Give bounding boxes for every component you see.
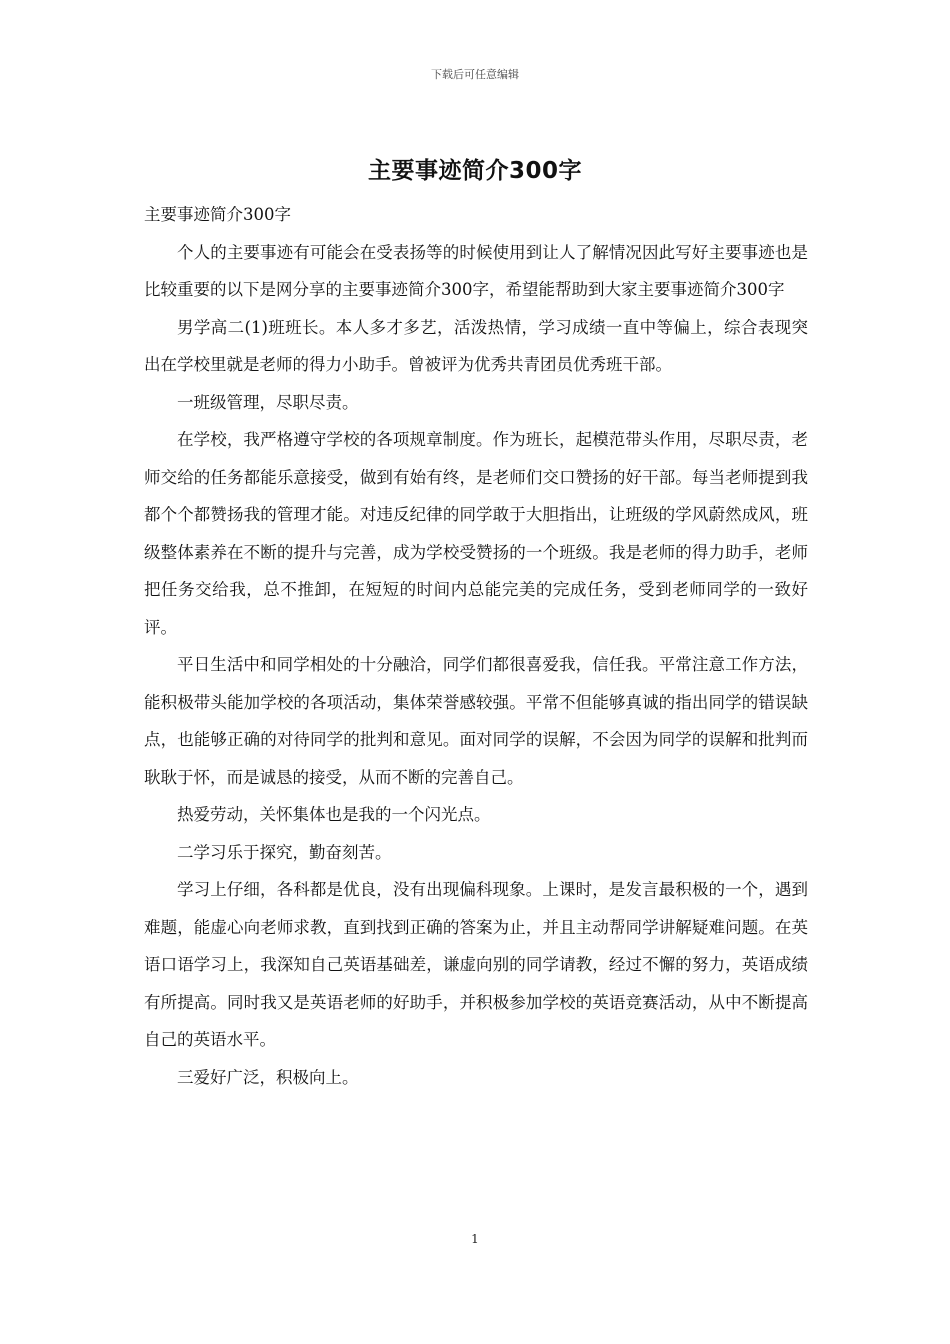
body-paragraph: 学习上仔细，各科都是优良，没有出现偏科现象。上课时，是发言最积极的一个，遇到难题，能虚心向老师求教，直到找到正确的答案为止，并且主动帮同学讲解疑难问题。在英语口语学习上，我深知自己英语基础差，谦虚向别的同学请教，经过不懈的努力，英语成绩有所提高。同时我又是英语老师的好助手，并积极参加学校的英语竞赛活动，从中不断提高自己的英语水平。 bbox=[144, 880, 808, 1049]
section-heading: 三爱好广泛，积极向上。 bbox=[177, 1067, 359, 1087]
document-title: 主要事迹简介300字 bbox=[367, 158, 582, 184]
body-paragraph: 平日生活中和同学相处的十分融洽，同学们都很喜爱我，信任我。平常注意工作方法，能积极带头能加学校的各项活动，集体荣誉感较强。平常不但能够真诚的指出同学的错误缺点，也能够正确的对待同学的批判和意见。面对同学的误解，不会因为同学的误解和批判而耿耿于怀，而是诚恳的接受，从而不断的完善自己。 bbox=[144, 655, 808, 787]
page-header-note: 下载后可任意编辑 bbox=[431, 68, 519, 81]
page-number: 1 bbox=[471, 1232, 479, 1246]
body-paragraph: 热爱劳动，关怀集体也是我的一个闪光点。 bbox=[177, 805, 491, 824]
body-paragraph: 男学高二(1)班班长。本人多才多艺，活泼热情，学习成绩一直中等偏上，综合表现突出在学校里就是老师的得力小助手。曾被评为优秀共青团员优秀班干部。 bbox=[144, 317, 808, 374]
body-paragraph: 在学校，我严格遵守学校的各项规章制度。作为班长，起模范带头作用，尽职尽责，老师交给的任务都能乐意接受，做到有始有终，是老师们交口赞扬的好干部。每当老师提到我都个个都赞扬我的管理才能。对违反纪律的同学敢于大胆指出，让班级的学风蔚然成风，班级整体素养在不断的提升与完善，成为学校受赞扬的一个班级。我是老师的得力助手，老师把任务交给我，总不推卸，在短短的时间内总能完美的完成任务，受到老师同学的一致好评。 bbox=[144, 430, 808, 637]
section-heading: 二学习乐于探究，勤奋刻苦。 bbox=[177, 842, 392, 862]
section-heading: 一班级管理，尽职尽责。 bbox=[177, 392, 359, 412]
body-paragraph: 主要事迹简介300字 bbox=[144, 205, 291, 224]
body-paragraph: 个人的主要事迹有可能会在受表扬等的时候使用到让人了解情况因此写好主要事迹也是比较重要的以下是网分享的主要事迹简介300字，希望能帮助到大家主要事迹简介300字 bbox=[144, 242, 808, 299]
document-body bbox=[144, 196, 808, 1096]
